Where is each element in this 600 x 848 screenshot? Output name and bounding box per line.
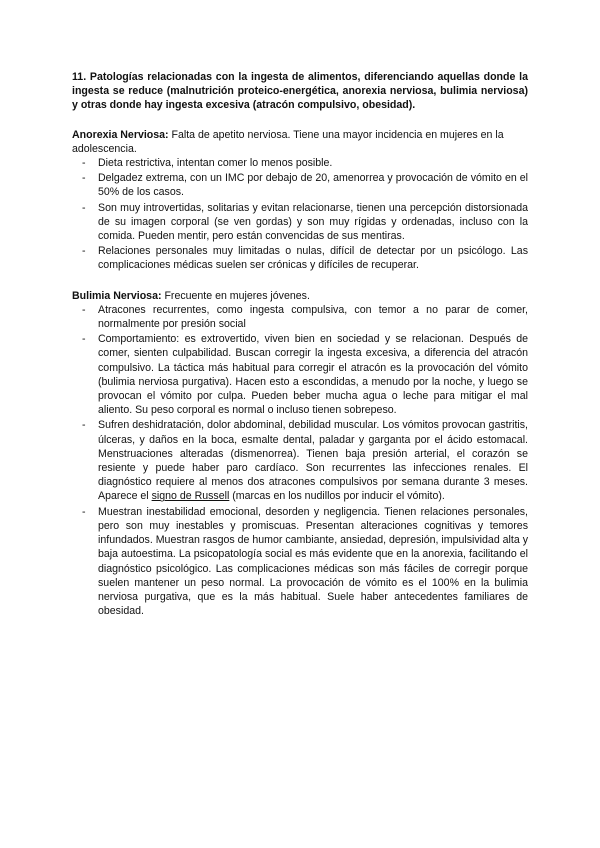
anorexia-section [72, 128, 528, 273]
list-item [98, 418, 528, 503]
bulimia-section [72, 289, 528, 619]
list-item: - Son muy introvertidas, solitarias y evitan relacionarse, tienen una percepción distorsionada de su imagen corporal (se ven gordas) y son muy rígidas y ordenadas, incluso con la comida. Pueden mentir, pero están convencidas de sus mentiras. [98, 201, 528, 244]
list-item: - Dieta restrictiva, intentan comer lo menos posible. [98, 156, 528, 170]
symptoms-text-after: (marcas en los nudillos por inducir el vómito). [229, 490, 445, 503]
section-heading: 11. Patologías relacionadas con la ingesta de alimentos, diferenciando aquellas donde la ingesta se reduce (malnutrición proteico-energética, anorexia nerviosa, bulimia nerviosa) y otras donde hay ingesta excesiva (atracón compulsivo, obesidad). [72, 71, 528, 112]
anorexia-list [72, 156, 528, 273]
list-item: - Delgadez extrema, con un IMC por debajo de 20, amenorrea y provocación de vómito en el 50% de los casos. [98, 171, 528, 199]
bulimia-term: Bulimia Nerviosa: [72, 289, 162, 302]
list-item: - Atracones recurrentes, como ingesta compulsiva, con temor a no parar de comer, normalmente por presión social [98, 303, 528, 331]
list-item: - Comportamiento: es extrovertido, viven bien en sociedad y se relacionan. Después de comer, sienten culpabilidad. Buscan corregir la ingesta excesiva, a diferencia del atracón compulsivo. La táctica más habitual para corregir el atracón es la provocación del vómito (bulimia nerviosa purgativa). Hacen esto a escondidas, a menudo por la noche, y luego se provocan el vómito por culpa. Pueden beber mucha agua o leche para mitigar el mal aliento. Su peso corporal es normal o incluso tienen sobrepeso. [98, 332, 528, 417]
bulimia-list [72, 303, 528, 618]
russell-sign-link[interactable]: signo de Russell [151, 490, 230, 503]
anorexia-definition: Falta de apetito nerviosa. Tiene una mayor incidencia en mujeres en la adolescencia. [72, 128, 504, 155]
list-item: - Muestran inestabilidad emocional, desorden y negligencia. Tienen relaciones personales, pero son muy inestables y promiscuas. Presentan alteraciones cognitivas y temores infundados. Muestran rasgos de humor cambiante, ansiedad, depresión, impulsividad alta y baja autoestima. La psicopatología social es más evidente que en la anorexia, facilitando el diagnóstico psicológico. Las complicaciones médicas son más fáciles de corregir porque suelen mantener un peso normal. La provocación de vómito es el 100% en la bulimia nerviosa purgativa, que es la más habitual. Suele haber antecedentes familiares de obesidad. [98, 505, 528, 619]
symptoms-text-before: Sufren deshidratación, dolor abdominal, debilidad muscular. Los vómitos provocan gastritis, úlceras, y daños en la boca, esmalte dental, paladar y garganta por el ácido estomacal. Menstruaciones alteradas (dismenorrea). Tienen baja presión arterial, el corazón se resiente y puede haber paro cardíaco. Son recurrentes las infecciones renales. El diagnóstico requiere al menos dos atracones compulsivos por semana durante 3 meses. Aparece el [98, 419, 528, 503]
list-item: - Relaciones personales muy limitadas o nulas, difícil de detectar por un psicólogo. Las complicaciones médicas suelen ser crónicas y difíciles de recuperar. [98, 244, 528, 272]
bulimia-definition: Frecuente en mujeres jóvenes. [161, 289, 310, 302]
anorexia-intro [72, 128, 528, 156]
bulimia-intro [72, 289, 528, 303]
anorexia-term: Anorexia Nerviosa: [72, 128, 169, 141]
document-page [72, 70, 528, 634]
